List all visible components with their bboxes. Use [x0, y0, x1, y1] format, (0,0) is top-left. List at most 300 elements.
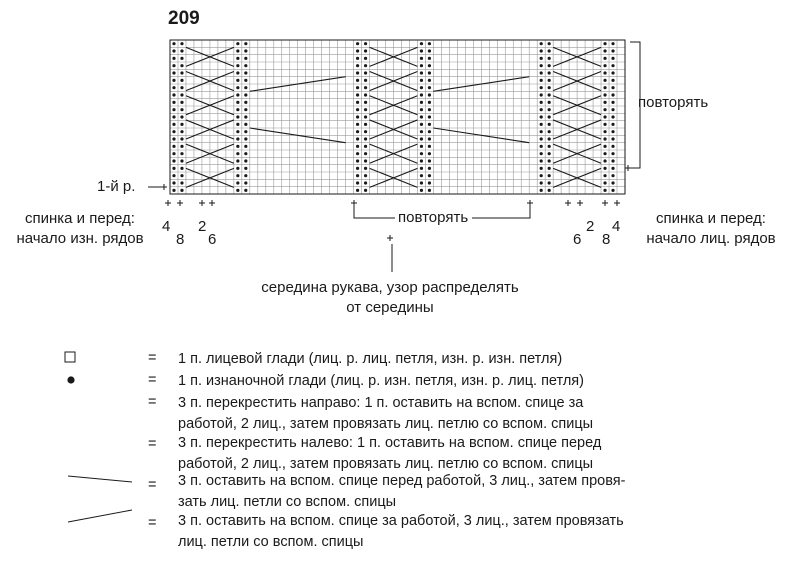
purl-dot: [603, 174, 606, 177]
purl-dot: [603, 123, 606, 126]
purl-dot: [356, 167, 359, 170]
purl-dot: [428, 115, 431, 118]
purl-dot: [172, 101, 175, 104]
purl-dot: [611, 145, 614, 148]
right-start-line-2: начало лиц. рядов: [646, 230, 776, 247]
legend-knit-line-1: 1 п. лицевой глади (лиц. р. лиц. петля, изн. р. изн. петля): [178, 351, 563, 367]
purl-dot: [244, 93, 247, 96]
purl-dot: [236, 145, 239, 148]
purl-dot: [540, 64, 543, 67]
purl-dot: [548, 93, 551, 96]
purl-dot: [244, 181, 247, 184]
purl-dot: [364, 137, 367, 140]
purl-dot: [603, 152, 606, 155]
right-start-line-1: спинка и перед:: [656, 210, 766, 227]
purl-dot: [548, 181, 551, 184]
purl-dot: [244, 174, 247, 177]
purl-dot: [356, 93, 359, 96]
purl-dot: [540, 167, 543, 170]
purl-dot: [180, 159, 183, 162]
purl-dot: [611, 93, 614, 96]
purl-dot: [611, 57, 614, 60]
purl-dot: [172, 167, 175, 170]
purl-dot: [180, 42, 183, 45]
purl-dot: [236, 115, 239, 118]
purl-dot: [603, 181, 606, 184]
purl-dot: [172, 152, 175, 155]
legend-item-cross-right: [178, 393, 593, 435]
purl-dot: [420, 137, 423, 140]
purl-dot: [428, 49, 431, 52]
purl-dot: [236, 130, 239, 133]
purl-dot: [603, 101, 606, 104]
repeat-label-bottom: повторять: [398, 209, 469, 226]
purl-dot: [540, 181, 543, 184]
purl-dot: [244, 108, 247, 111]
purl-dot: [611, 123, 614, 126]
purl-dot: [356, 137, 359, 140]
purl-dot: [236, 137, 239, 140]
purl-dot: [540, 86, 543, 89]
purl-dot: [236, 57, 239, 60]
purl-dot: [603, 64, 606, 67]
purl-dot: [611, 189, 614, 192]
purl-dot: [244, 86, 247, 89]
purl-dot: [611, 42, 614, 45]
purl-dot: [420, 159, 423, 162]
purl-dot: [172, 42, 175, 45]
purl-dot: [364, 64, 367, 67]
legend-long-front-line-2: зать лиц. петли со вспом. спицы: [178, 494, 397, 510]
purl-dot: [180, 181, 183, 184]
purl-dot-icon: [67, 376, 74, 383]
purl-dot: [172, 108, 175, 111]
purl-dot: [603, 93, 606, 96]
legend-eq-6: =: [148, 515, 157, 531]
legend-eq-4: =: [148, 436, 157, 452]
purl-dot: [356, 86, 359, 89]
purl-dot: [603, 49, 606, 52]
col-mark-right-8: 8: [602, 231, 611, 248]
purl-dot: [540, 130, 543, 133]
purl-dot: [420, 181, 423, 184]
purl-dot: [356, 64, 359, 67]
purl-dot: [420, 123, 423, 126]
purl-dot: [428, 71, 431, 74]
purl-dot: [172, 71, 175, 74]
purl-dot: [540, 57, 543, 60]
purl-dot: [180, 71, 183, 74]
purl-dot: [364, 86, 367, 89]
purl-dot: [540, 123, 543, 126]
purl-dot: [603, 159, 606, 162]
purl-dot: [236, 108, 239, 111]
purl-dot: [364, 123, 367, 126]
purl-dot: [364, 42, 367, 45]
purl-dot: [603, 137, 606, 140]
purl-dot: [548, 174, 551, 177]
legend-long-back-line-1: 3 п. оставить на вспом. спице за работой, 3 лиц., затем провязать: [178, 513, 624, 529]
purl-dot: [236, 86, 239, 89]
purl-dot: [611, 181, 614, 184]
purl-dot: [244, 42, 247, 45]
purl-dot: [180, 130, 183, 133]
purl-dot: [611, 49, 614, 52]
purl-dot: [428, 64, 431, 67]
purl-dot: [236, 152, 239, 155]
purl-dot: [420, 49, 423, 52]
purl-dot: [611, 137, 614, 140]
purl-dot: [236, 49, 239, 52]
purl-dot: [603, 115, 606, 118]
purl-dot: [244, 189, 247, 192]
purl-dot: [540, 174, 543, 177]
purl-dot: [244, 57, 247, 60]
purl-dot: [611, 174, 614, 177]
purl-dot: [603, 145, 606, 148]
purl-dot: [172, 79, 175, 82]
purl-dot: [236, 93, 239, 96]
purl-dot: [548, 115, 551, 118]
purl-dot: [548, 64, 551, 67]
purl-dot: [172, 159, 175, 162]
purl-dot: [364, 101, 367, 104]
repeat-bracket-bottom-right: [472, 205, 530, 218]
purl-dot: [420, 86, 423, 89]
legend-purl-line-1: 1 п. изнаночной глади (лиц. р. изн. петля, изн. р. лиц. петля): [178, 373, 584, 389]
purl-dot: [244, 167, 247, 170]
purl-dot: [172, 86, 175, 89]
purl-dot: [540, 145, 543, 148]
col-mark-right-4: 4: [612, 218, 621, 235]
purl-dot: [428, 79, 431, 82]
purl-dot: [236, 42, 239, 45]
purl-dot: [603, 86, 606, 89]
purl-dot: [356, 152, 359, 155]
purl-dot: [428, 181, 431, 184]
purl-dot: [236, 71, 239, 74]
first-row-label: 1-й р.: [97, 178, 136, 195]
purl-dot: [611, 167, 614, 170]
purl-dot: [244, 115, 247, 118]
purl-dot: [172, 189, 175, 192]
purl-dot: [548, 167, 551, 170]
purl-dot: [611, 64, 614, 67]
purl-dot: [172, 49, 175, 52]
purl-dot: [172, 93, 175, 96]
purl-dot: [244, 137, 247, 140]
purl-dot: [420, 145, 423, 148]
purl-dot: [611, 108, 614, 111]
legend-eq-2: =: [148, 372, 157, 388]
legend-cross-left-line-1: 3 п. перекрестить налево: 1 п. оставить на вспом. спице перед: [178, 435, 602, 451]
purl-dot: [603, 167, 606, 170]
purl-dot: [356, 49, 359, 52]
purl-dot: [244, 159, 247, 162]
purl-dot: [364, 145, 367, 148]
purl-dot: [548, 108, 551, 111]
purl-dot: [364, 167, 367, 170]
purl-dot: [428, 57, 431, 60]
left-start-line-2: начало изн. рядов: [16, 230, 144, 247]
purl-dot: [428, 159, 431, 162]
purl-dot: [236, 159, 239, 162]
right-start-label: [628, 209, 794, 249]
purl-dot: [364, 189, 367, 192]
purl-dot: [548, 152, 551, 155]
purl-dot: [364, 79, 367, 82]
purl-dot: [548, 123, 551, 126]
purl-dot: [172, 57, 175, 60]
purl-dot: [603, 130, 606, 133]
purl-dot: [428, 108, 431, 111]
purl-dot: [603, 42, 606, 45]
purl-dot: [420, 57, 423, 60]
purl-dot: [356, 115, 359, 118]
col-mark-left-6: 6: [208, 231, 217, 248]
purl-dot: [540, 42, 543, 45]
purl-dot: [548, 189, 551, 192]
purl-dot: [180, 167, 183, 170]
purl-dot: [428, 145, 431, 148]
purl-dot: [236, 79, 239, 82]
purl-dot: [420, 71, 423, 74]
purl-dot: [172, 115, 175, 118]
repeat-bracket-bottom-left: [354, 205, 395, 218]
purl-dot: [180, 174, 183, 177]
legend-item-knit: [178, 349, 562, 370]
long-cable-back-icon: [68, 510, 132, 522]
purl-dot: [356, 145, 359, 148]
purl-dot: [548, 49, 551, 52]
purl-dot: [364, 130, 367, 133]
purl-dot: [548, 42, 551, 45]
purl-dot: [548, 71, 551, 74]
purl-dot: [420, 115, 423, 118]
purl-dot: [420, 152, 423, 155]
legend-cross-left-line-2: работой, 2 лиц., затем провязать лиц. петлю со вспом. спицы: [178, 456, 594, 472]
sleeve-center-line-2: от середины: [346, 299, 434, 316]
legend-eq-3: =: [148, 394, 157, 410]
purl-dot: [428, 130, 431, 133]
purl-dot: [548, 79, 551, 82]
purl-dot: [420, 93, 423, 96]
knit-square-icon: [65, 352, 75, 362]
col-mark-left-2: 2: [198, 218, 207, 235]
purl-dot: [172, 130, 175, 133]
purl-dot: [172, 64, 175, 67]
long-cable-front-icon: [68, 476, 132, 482]
purl-dot: [548, 86, 551, 89]
purl-dot: [548, 145, 551, 148]
purl-dot: [611, 79, 614, 82]
purl-dot: [420, 130, 423, 133]
purl-dot: [611, 159, 614, 162]
purl-dot: [540, 159, 543, 162]
legend-item-purl: [178, 371, 584, 392]
purl-dot: [172, 123, 175, 126]
purl-dot: [428, 167, 431, 170]
purl-dot: [356, 181, 359, 184]
legend-item-long-cross-back: [178, 511, 624, 553]
purl-dot: [540, 93, 543, 96]
purl-dot: [540, 108, 543, 111]
purl-dot: [548, 137, 551, 140]
col-mark-right-2: 2: [586, 218, 595, 235]
purl-dot: [180, 79, 183, 82]
purl-dot: [364, 57, 367, 60]
purl-dot: [540, 71, 543, 74]
sleeve-center-line-1: середина рукава, узор распределять: [261, 279, 519, 296]
purl-dot: [428, 123, 431, 126]
purl-dot: [244, 71, 247, 74]
purl-dot: [420, 101, 423, 104]
purl-dot: [428, 93, 431, 96]
purl-dot: [356, 159, 359, 162]
legend-cross-right-line-2: работой, 2 лиц., затем провязать лиц. петлю со вспом. спицы: [178, 416, 594, 432]
legend-item-long-cross-front: [178, 471, 625, 513]
purl-dot: [244, 123, 247, 126]
purl-dot: [428, 101, 431, 104]
purl-dot: [420, 79, 423, 82]
long-cable-symbols: [250, 77, 529, 143]
purl-dot: [364, 174, 367, 177]
purl-dot: [236, 174, 239, 177]
legend-cross-right-line-1: 3 п. перекрестить направо: 1 п. оставить на вспом. спице за: [178, 395, 584, 411]
purl-dot: [180, 189, 183, 192]
purl-dot: [548, 130, 551, 133]
col-mark-left-8: 8: [176, 231, 185, 248]
purl-dot: [428, 152, 431, 155]
purl-dot: [364, 71, 367, 74]
purl-dot: [356, 57, 359, 60]
purl-dot: [364, 108, 367, 111]
purl-dot: [180, 108, 183, 111]
purl-dot: [180, 123, 183, 126]
purl-dot: [603, 79, 606, 82]
purl-dot: [244, 79, 247, 82]
purl-dot: [356, 42, 359, 45]
sleeve-center-label: [210, 278, 570, 318]
purl-dot: [364, 49, 367, 52]
purl-dot: [420, 174, 423, 177]
purl-dot: [428, 42, 431, 45]
purl-dot: [356, 79, 359, 82]
legend-eq-1: =: [148, 350, 157, 366]
legend-symbols: [65, 352, 132, 522]
legend-eq-5: =: [148, 477, 157, 493]
purl-dot: [356, 130, 359, 133]
purl-dot: [540, 79, 543, 82]
purl-dot: [180, 145, 183, 148]
purl-dot: [540, 189, 543, 192]
purl-dot: [603, 57, 606, 60]
purl-dot: [548, 159, 551, 162]
purl-dot: [603, 71, 606, 74]
legend-item-cross-left: [178, 433, 601, 475]
purl-dot: [244, 145, 247, 148]
purl-dot: [236, 123, 239, 126]
purl-dot: [603, 108, 606, 111]
purl-dot: [180, 86, 183, 89]
purl-dot: [540, 115, 543, 118]
purl-dot: [236, 64, 239, 67]
purl-dot: [540, 137, 543, 140]
purl-dot: [172, 145, 175, 148]
purl-dot: [364, 93, 367, 96]
purl-dot: [428, 86, 431, 89]
left-start-label: [0, 209, 160, 249]
purl-dot: [611, 152, 614, 155]
purl-dot: [244, 49, 247, 52]
purl-dot: [236, 189, 239, 192]
purl-dot: [236, 181, 239, 184]
purl-dot: [172, 174, 175, 177]
purl-dot: [364, 115, 367, 118]
purl-dot: [428, 174, 431, 177]
purl-dot: [428, 189, 431, 192]
repeat-label-right: повторять: [638, 94, 709, 111]
purl-dot: [420, 189, 423, 192]
purl-dot: [548, 101, 551, 104]
purl-dot: [603, 189, 606, 192]
purl-dot: [180, 64, 183, 67]
purl-dot: [356, 71, 359, 74]
purl-dot: [611, 115, 614, 118]
purl-dot: [428, 137, 431, 140]
purl-dot: [611, 101, 614, 104]
purl-dot: [172, 181, 175, 184]
purl-dot: [180, 57, 183, 60]
purl-dot: [356, 174, 359, 177]
purl-dot: [244, 152, 247, 155]
purl-dot: [611, 71, 614, 74]
legend-long-back-line-2: лиц. петли со вспом. спицы: [178, 534, 364, 550]
purl-dot: [420, 42, 423, 45]
purl-dot: [420, 64, 423, 67]
purl-dot: [244, 101, 247, 104]
left-start-line-1: спинка и перед:: [25, 210, 135, 227]
purl-dot: [364, 152, 367, 155]
purl-dot: [180, 115, 183, 118]
purl-dot: [540, 101, 543, 104]
purl-dot: [236, 101, 239, 104]
purl-dot: [611, 86, 614, 89]
purl-dot: [180, 137, 183, 140]
purl-dot: [356, 189, 359, 192]
purl-dot: [180, 152, 183, 155]
col-mark-left-4: 4: [162, 218, 171, 235]
purl-dot: [364, 159, 367, 162]
purl-dot: [548, 57, 551, 60]
purl-dot: [244, 64, 247, 67]
purl-dot: [356, 123, 359, 126]
purl-dot: [420, 167, 423, 170]
pattern-number: 209: [168, 8, 200, 29]
purl-dot: [172, 137, 175, 140]
purl-dot: [180, 93, 183, 96]
purl-dot: [420, 108, 423, 111]
purl-dot: [364, 181, 367, 184]
purl-dot: [236, 167, 239, 170]
purl-dot: [540, 152, 543, 155]
legend-long-front-line-1: 3 п. оставить на вспом. спице перед работой, 3 лиц., затем провя-: [178, 473, 626, 489]
purl-dot: [611, 130, 614, 133]
purl-dot: [356, 101, 359, 104]
purl-dot: [180, 49, 183, 52]
purl-dot: [540, 49, 543, 52]
col-mark-right-6: 6: [573, 231, 582, 248]
